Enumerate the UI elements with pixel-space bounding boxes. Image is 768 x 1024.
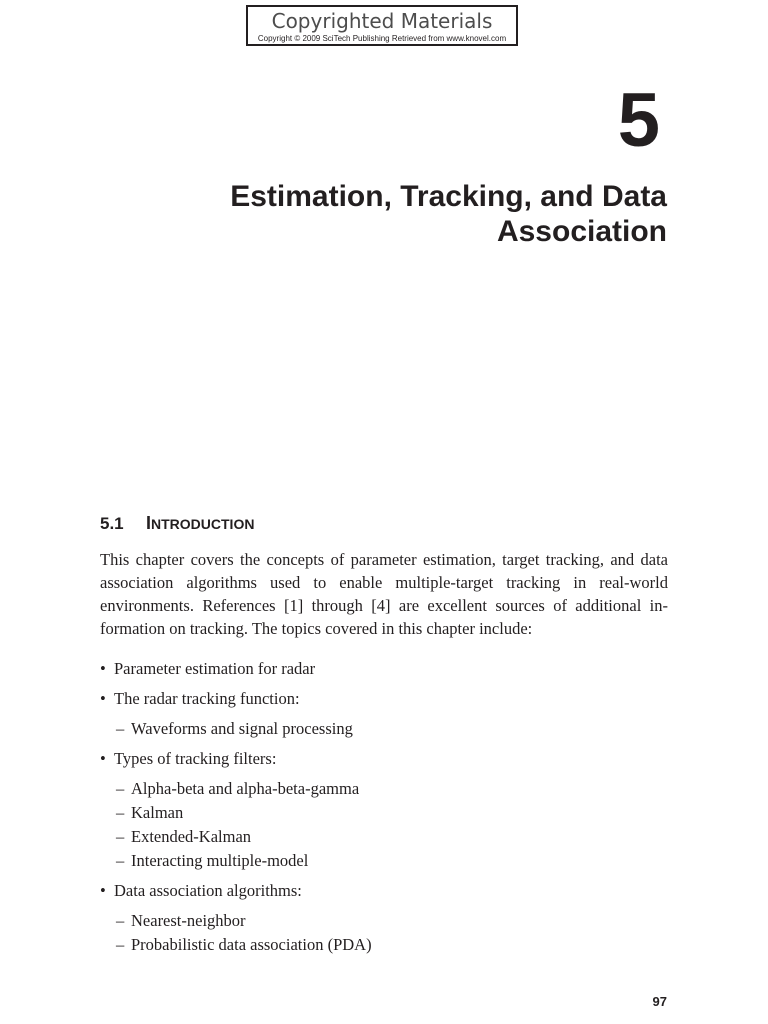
- dash-icon: –: [116, 935, 125, 954]
- intro-paragraph: This chapter covers the concepts of parameter estimation, target tracking, and data association algorithms used to enable multiple-target tracking in real-world environments. References [1] through [4] are excellent sources of additional in-formation on tracking. The topics covered in this chapter include:: [100, 550, 668, 638]
- topic-list: [100, 657, 668, 957]
- topic-item: [100, 687, 668, 741]
- chapter-number: 5: [617, 78, 660, 163]
- subtopic-list: [100, 909, 668, 957]
- dash-icon: –: [116, 911, 125, 930]
- dash-icon: –: [116, 719, 125, 738]
- dash-icon: –: [116, 803, 125, 822]
- subtopic-item: [116, 909, 668, 933]
- subtopic-item: [116, 825, 668, 849]
- subtopic-text: Waveforms and signal processing: [131, 719, 353, 738]
- chapter-title-line-2: Association: [496, 215, 667, 248]
- topic-text: Data association algorithms:: [114, 881, 302, 900]
- page-number: 97: [652, 994, 667, 1009]
- subtopic-text: Alpha-beta and alpha-beta-gamma: [131, 779, 360, 798]
- topic-item: [100, 657, 668, 681]
- subtopic-text: Extended-Kalman: [131, 827, 252, 846]
- subtopic-item: [116, 849, 668, 873]
- section-title-initial: I: [146, 513, 152, 533]
- bullet-icon: •: [100, 659, 106, 678]
- topic-text: Parameter estimation for radar: [114, 659, 316, 678]
- dash-icon: –: [116, 827, 125, 846]
- bullet-icon: •: [100, 881, 106, 900]
- stamp-note: Copyright © 2009 SciTech Publishing Retrieved from www.knovel.com: [257, 34, 507, 43]
- subtopic-item: [116, 933, 668, 957]
- bullet-icon: •: [100, 749, 106, 768]
- subtopic-item: [116, 801, 668, 825]
- topic-item: [100, 879, 668, 957]
- subtopic-text: Kalman: [131, 803, 184, 822]
- subtopic-list: [100, 777, 668, 873]
- topic-text: The radar tracking function:: [114, 689, 300, 708]
- subtopic-item: [116, 777, 668, 801]
- subtopic-text: Interacting multiple-model: [131, 851, 309, 870]
- section-title-rest: NTRODUCTION: [151, 516, 255, 532]
- dash-icon: –: [116, 779, 125, 798]
- subtopic-item: [116, 717, 668, 741]
- topic-text: Types of tracking filters:: [114, 749, 277, 768]
- dash-icon: –: [116, 851, 125, 870]
- subtopic-text: Probabilistic data association (PDA): [131, 935, 372, 954]
- chapter-title-line-1: Estimation, Tracking, and Data: [230, 180, 667, 213]
- chapter-title: [147, 179, 667, 249]
- topic-item: [100, 747, 668, 873]
- section-heading: [100, 512, 254, 535]
- copyright-stamp: [246, 5, 518, 46]
- subtopic-text: Nearest-neighbor: [131, 911, 246, 930]
- bullet-icon: •: [100, 689, 106, 708]
- section-number: 5.1: [100, 514, 124, 533]
- stamp-title: Copyrighted Materials: [271, 9, 493, 33]
- subtopic-list: [100, 717, 668, 741]
